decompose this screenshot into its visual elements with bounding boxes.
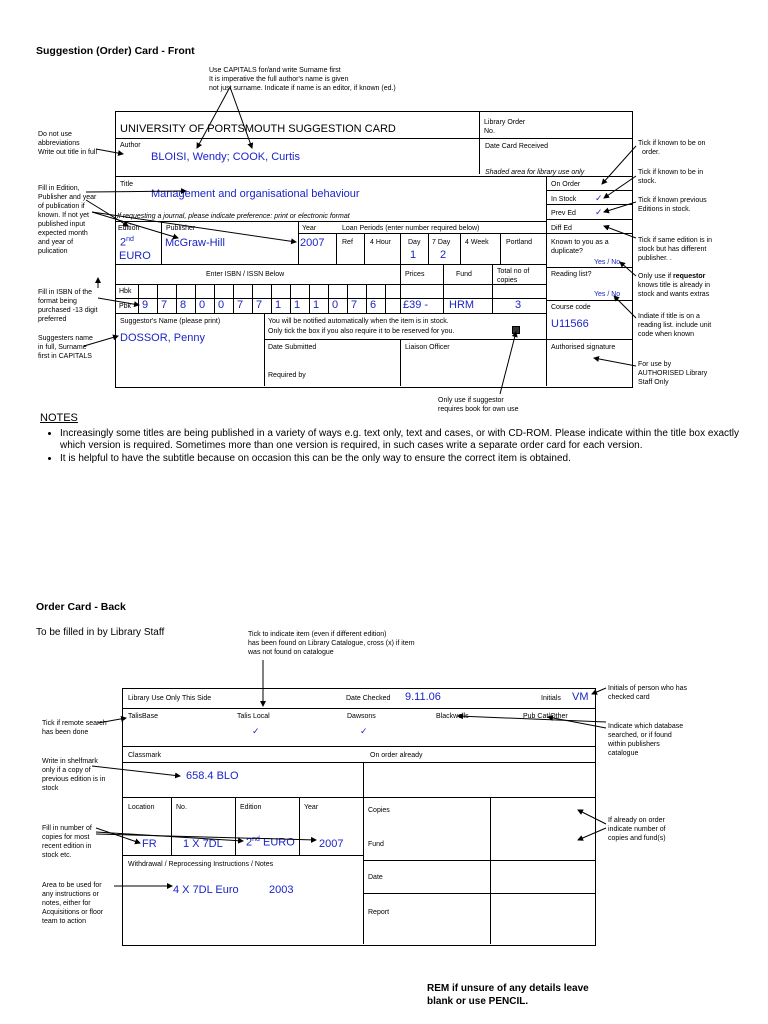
loan-ref: Ref bbox=[342, 239, 353, 246]
note-line: Only use if suggestor bbox=[438, 397, 504, 404]
year-value-back[interactable]: 2007 bbox=[319, 838, 344, 850]
note-line: Editions in stock. bbox=[638, 206, 691, 213]
classmark-label: Classmark bbox=[128, 752, 162, 759]
year-value[interactable]: 2007 bbox=[300, 237, 325, 249]
note-line: requires book for own use bbox=[438, 406, 519, 413]
talis-local-tick[interactable]: ✓ bbox=[252, 726, 260, 736]
loan-portland: Portland bbox=[506, 239, 533, 246]
note-line: Tick if same edition is in bbox=[638, 237, 713, 244]
blackwells-label: Blackwells bbox=[436, 713, 469, 720]
note-line: Tick if remote search bbox=[42, 720, 107, 727]
on-order-label: On Order bbox=[551, 181, 581, 188]
isbn-digit[interactable]: 7 bbox=[256, 299, 263, 311]
note-line: order. bbox=[642, 149, 660, 156]
edition-number: 2 bbox=[120, 236, 127, 249]
note-line: within publishers bbox=[608, 741, 660, 748]
note-line: format being bbox=[38, 298, 77, 305]
isbn-digit[interactable]: 1 bbox=[313, 299, 320, 311]
isbn-digit[interactable]: 0 bbox=[218, 299, 225, 311]
withdrawal-label: Withdrawal / Reprocessing Instructions / Notes bbox=[128, 861, 274, 868]
edition-text: EURO bbox=[262, 836, 295, 849]
date-submitted: Date Submitted bbox=[268, 344, 317, 351]
note-line: searched, or if found bbox=[608, 732, 672, 739]
liaison-officer: Liaison Officer bbox=[405, 344, 450, 351]
note-line: Write out title in full bbox=[38, 149, 98, 156]
required-by: Required by bbox=[268, 372, 306, 379]
back-subheading: To be filled in by Library Staff bbox=[36, 627, 165, 638]
note-line: Suggesters name bbox=[38, 335, 93, 342]
hbk-label: Hbk bbox=[119, 288, 132, 295]
note-bold: requestor bbox=[673, 273, 706, 280]
note-line: was not found on catalogue bbox=[248, 649, 334, 656]
note-line: Fill in ISBN of the bbox=[38, 289, 93, 296]
note-line: Indiate if title is on a bbox=[638, 313, 700, 320]
note-line: reading list. include unit bbox=[638, 322, 712, 329]
isbn-digit[interactable]: 7 bbox=[161, 299, 168, 311]
note-line: and year of bbox=[38, 239, 74, 246]
date-checked-value[interactable]: 9.11.06 bbox=[405, 691, 441, 703]
note-line: recent edition in bbox=[42, 843, 92, 850]
diff-ed-label: Diff Ed bbox=[551, 225, 572, 232]
note-line: only if a copy of bbox=[42, 767, 91, 774]
in-stock-tick[interactable]: ✓ bbox=[595, 193, 603, 203]
note-line: has been found on Library Catalogue, cross (x) if item bbox=[248, 640, 415, 647]
report-label: Report bbox=[368, 909, 390, 916]
note-line: Fill in number of bbox=[42, 825, 92, 832]
note-line: Do not use bbox=[38, 131, 72, 138]
copies-value[interactable]: 3 bbox=[515, 299, 522, 311]
note-line: Fill in Edition, bbox=[38, 185, 80, 192]
total-copies-label: Total no of copies bbox=[497, 268, 530, 284]
isbn-digit[interactable]: 9 bbox=[142, 299, 149, 311]
note-item: • It is helpful to have the subtitle because on occasion this can be the only way to ensure the correct item is obtained. bbox=[60, 453, 742, 465]
note-line: notes, either for bbox=[42, 900, 91, 907]
loan-4hour: 4 Hour bbox=[370, 239, 392, 246]
notify-text: You will be notified automatically when the item is in stock. bbox=[268, 318, 449, 325]
loan-day: Day bbox=[408, 239, 421, 246]
note-line: code when known bbox=[638, 331, 695, 338]
date-card-received: Date Card Received bbox=[485, 143, 549, 150]
note-line: of publication if bbox=[38, 203, 85, 210]
loan-4week: 4 Week bbox=[465, 239, 489, 246]
reading-yes-no-text: Yes / No bbox=[594, 291, 621, 298]
no-value[interactable]: 1 X 7DL bbox=[183, 838, 223, 850]
back-heading: Order Card - Back bbox=[36, 601, 126, 613]
note-item: • Increasingly some titles are being published in a variety of ways e.g. text only, text and cases, or with CD-ROM. Please indicate within the title box exactly which version is required. Sometimes more than one version is required, in such cases write a separate order card for each version. bbox=[60, 428, 742, 452]
note-line: team to action bbox=[42, 918, 86, 925]
isbn-digit[interactable]: 7 bbox=[237, 299, 244, 311]
withdrawal-year[interactable]: 2003 bbox=[269, 884, 294, 896]
seven-day-value[interactable]: 2 bbox=[440, 249, 447, 261]
note-line: Acquisitions or floor bbox=[42, 909, 104, 916]
note-line: blank or use PENCIL. bbox=[427, 996, 529, 1007]
note-line: pulication bbox=[38, 248, 68, 255]
reading-list-label: Reading list? bbox=[551, 271, 592, 278]
note-line: known. If not yet bbox=[38, 212, 89, 219]
no-label: No. bbox=[176, 804, 187, 811]
notes-heading: NOTES bbox=[40, 412, 78, 424]
note-line: Tick if known to be on bbox=[638, 140, 706, 147]
note-line: Area to be used for bbox=[42, 882, 102, 889]
card-title: UNIVERSITY OF PORTSMOUTH SUGGESTION CARD bbox=[120, 123, 396, 135]
note-line: publisher. . bbox=[638, 255, 672, 262]
in-stock-label: In Stock bbox=[551, 196, 577, 203]
edition-label: Edition bbox=[118, 225, 140, 232]
note-line: indicate number of bbox=[608, 826, 666, 833]
note-line: stock. bbox=[638, 178, 657, 185]
note-line: stock bbox=[42, 785, 59, 792]
note-line: Publisher and year bbox=[38, 194, 97, 201]
author-label: Author bbox=[120, 142, 141, 149]
edition-number: 2 bbox=[246, 836, 253, 849]
publisher-value[interactable]: McGraw-Hill bbox=[165, 237, 225, 249]
isbn-digit[interactable]: 1 bbox=[275, 299, 282, 311]
library-use-label: Library Use Only This Side bbox=[128, 695, 212, 702]
note-line: purchased -13 digit bbox=[38, 307, 98, 314]
edition-suffix: nd bbox=[126, 236, 134, 243]
note-line: not just surname. Indicate if name is an editor, if known (ed.) bbox=[209, 85, 396, 92]
talisbase-label: TalisBase bbox=[128, 713, 158, 720]
note-line: For use by bbox=[638, 361, 672, 368]
location-value[interactable]: FR bbox=[142, 838, 157, 850]
note-line: Tick to indicate item (even if different edition) bbox=[248, 631, 387, 638]
library-order-no: Library Order No. bbox=[484, 119, 526, 135]
note-line: has been done bbox=[42, 729, 89, 736]
journal-note: If requesting a journal, please indicate preference: print or electronic format bbox=[117, 213, 350, 220]
note-line: preferred bbox=[38, 316, 67, 323]
front-heading: Suggestion (Order) Card - Front bbox=[36, 45, 195, 57]
note-text: Only use if bbox=[638, 273, 672, 280]
note-line: Staff Only bbox=[638, 379, 669, 386]
prev-ed-label: Prev Ed bbox=[551, 210, 576, 217]
edition-euro[interactable]: EURO bbox=[119, 250, 151, 262]
copies-label: Copies bbox=[368, 807, 390, 814]
note-line: stock and wants extras bbox=[638, 291, 710, 298]
note-line: copies and fund(s) bbox=[608, 835, 666, 842]
fund-label: Fund bbox=[456, 271, 472, 278]
notes-list bbox=[42, 428, 742, 466]
author-value[interactable]: BLOISI, Wendy; COOK, Curtis bbox=[151, 151, 300, 163]
talis-local-label: Talis Local bbox=[237, 713, 270, 720]
publisher-label: Publisher bbox=[166, 225, 196, 232]
suggestor-value[interactable]: DOSSOR, Penny bbox=[120, 332, 205, 344]
note-line: Use CAPITALS for/and write Surname first bbox=[209, 67, 341, 74]
withdrawal-value[interactable]: 4 X 7DL Euro bbox=[173, 884, 239, 896]
isbn-label: Enter ISBN / ISSN Below bbox=[206, 271, 285, 278]
isbn-digit[interactable]: 0 bbox=[332, 299, 339, 311]
loan-periods: Loan Periods (enter number required below) bbox=[342, 225, 480, 232]
edition-label-back: Edition bbox=[240, 804, 262, 811]
fund-value[interactable]: HRM bbox=[449, 299, 475, 311]
note-line: stock but has different bbox=[638, 246, 707, 253]
isbn-digit[interactable]: 1 bbox=[294, 299, 301, 311]
pub-cat-label: Pub Cat/Other bbox=[523, 713, 568, 720]
note-line: first in CAPITALS bbox=[38, 353, 92, 360]
fund-label-back: Fund bbox=[368, 841, 384, 848]
note-line: checked card bbox=[608, 694, 650, 701]
date-label-back: Date bbox=[368, 874, 383, 881]
rem-note bbox=[427, 982, 589, 1008]
note-line: Tick if known to be in bbox=[638, 169, 704, 176]
dawsons-label: Dawsons bbox=[347, 713, 376, 720]
dawsons-tick[interactable]: ✓ bbox=[360, 726, 368, 736]
note-line: expected month bbox=[38, 230, 88, 237]
initials-value[interactable]: VM bbox=[572, 691, 589, 703]
shaded-note: Shaded area for library use only bbox=[485, 169, 585, 176]
title-label: Title bbox=[120, 181, 133, 188]
location-label: Location bbox=[128, 804, 155, 811]
note-line: If already on order bbox=[608, 817, 665, 824]
prices-label: Prices bbox=[405, 271, 425, 278]
on-order-already-label: On order already bbox=[370, 752, 423, 759]
note-line: Tick if known previous bbox=[638, 197, 707, 204]
note-line: abbreviations bbox=[38, 140, 80, 147]
note-line: previous edition is in bbox=[42, 776, 106, 783]
known-duplicate: Known to you as a duplicate? bbox=[551, 239, 609, 255]
isbn-digit[interactable]: 6 bbox=[370, 299, 377, 311]
note-line: knows title is already in bbox=[638, 282, 710, 289]
note-line: copies for most bbox=[42, 834, 90, 841]
note-line: It is imperative the full author's name is given bbox=[209, 76, 349, 83]
note-line: Indicate which database bbox=[608, 723, 684, 730]
isbn-digit[interactable]: 8 bbox=[180, 299, 187, 311]
year-label: Year bbox=[302, 225, 317, 232]
note-line: in full, Surname bbox=[38, 344, 87, 351]
back-arrows bbox=[0, 600, 768, 960]
tick-box-text: Only tick the box if you also require it to be reserved for you. bbox=[268, 328, 455, 335]
loan-7day: 7 Day bbox=[432, 239, 451, 246]
title-value[interactable]: Management and organisational behaviour bbox=[151, 188, 360, 200]
note-line: any instructions or bbox=[42, 891, 99, 898]
note-line: catalogue bbox=[608, 750, 639, 757]
initials-label: Initials bbox=[541, 695, 561, 702]
authorised-signature: Authorised signature bbox=[551, 344, 616, 351]
suggestor-label: Suggestor's Name (please print) bbox=[120, 318, 221, 325]
date-checked-label: Date Checked bbox=[346, 695, 391, 702]
classmark-value[interactable]: 658.4 BLO bbox=[186, 770, 239, 782]
edition-suffix: nd bbox=[252, 836, 260, 843]
note-line: Write in shelfmark bbox=[42, 758, 98, 765]
note-line: published input bbox=[38, 221, 86, 228]
year-label-back: Year bbox=[304, 804, 319, 811]
isbn-digit[interactable]: 7 bbox=[351, 299, 358, 311]
note-line: Initials of person who has bbox=[608, 685, 687, 692]
price-value[interactable]: £39 - bbox=[403, 299, 429, 311]
course-code-label: Course code bbox=[551, 304, 591, 311]
course-code-value[interactable]: U11566 bbox=[551, 318, 589, 330]
note-line: REM if unsure of any details leave bbox=[427, 983, 589, 994]
note-line: stock etc. bbox=[42, 852, 72, 859]
isbn-digit[interactable]: 0 bbox=[199, 299, 206, 311]
prev-ed-tick[interactable]: ✓ bbox=[595, 207, 603, 217]
duplicate-yes-no[interactable]: Yes / No bbox=[594, 259, 621, 266]
note-line: AUTHORISED Library bbox=[638, 370, 708, 377]
day-value[interactable]: 1 bbox=[410, 249, 417, 261]
pbk-label: Pbk bbox=[119, 303, 132, 310]
